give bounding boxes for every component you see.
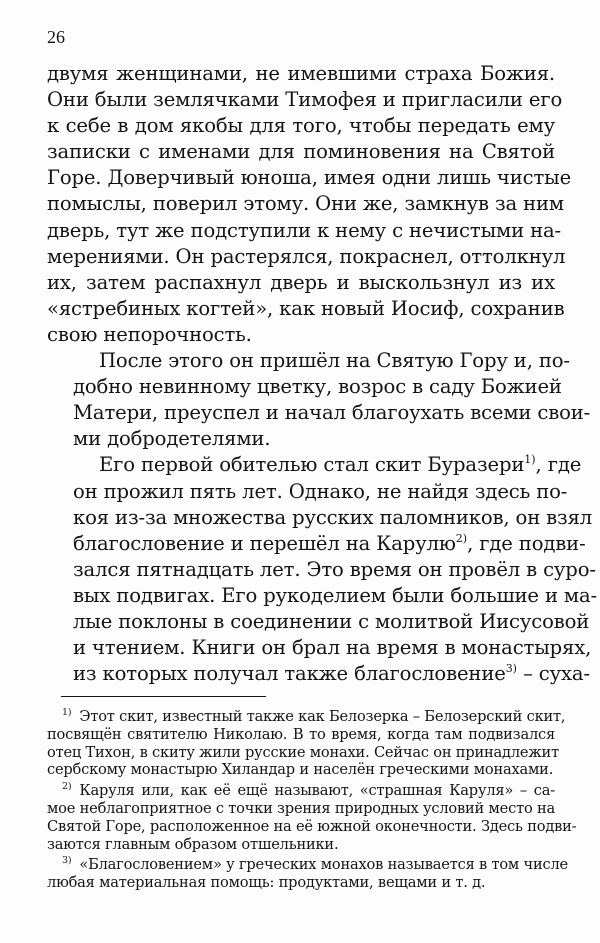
footnote-3 <box>47 855 568 892</box>
text-line: помыслы, поверил этому. Они же, замкнув за ним <box>47 192 565 216</box>
text-line: мерениями. Он растерялся, покраснел, оттолкнул <box>47 244 566 268</box>
footnote-marker: 1) <box>62 707 72 718</box>
text-line: он прожил пять лет. Однако, не найдя здесь по- <box>73 479 568 503</box>
text-line: посвящён святителю Николаю. В то время, когда там подвизался <box>47 725 555 743</box>
text-line: дверь, тут же подступили к нему с нечистыми на- <box>47 218 562 242</box>
text-fragment: – суха- <box>516 662 590 686</box>
paragraph-3 <box>47 452 598 687</box>
text-fragment: Этот скит, известный также как Белозерка – Белозерский скит, <box>79 708 566 725</box>
footnote-marker: 2) <box>62 781 72 793</box>
paragraph-1 <box>47 61 572 348</box>
text-line <box>47 855 568 874</box>
text-line: и чтением. Книги он брал на время в монастырях, <box>73 636 592 660</box>
footnote-ref-3[interactable]: 3) <box>505 662 517 676</box>
text-fragment: благословение и перешёл на Карулю <box>73 531 456 555</box>
footnote-1 <box>47 707 566 779</box>
text-line: сербскому монастырю Хиландар и населён греческими монахами. <box>47 761 554 779</box>
text-line: «ястребиных когтей», как новый Иосиф, сохранив <box>47 296 565 320</box>
text-fragment: «Благословением» у греческих монахов называется в том числе <box>79 856 568 874</box>
footnote-2 <box>47 781 577 853</box>
text-line <box>47 531 586 557</box>
text-line: добно невинному цветку, возрос в саду Божией <box>73 375 562 399</box>
text-line: Горе. Доверчивый юноша, имея одни лишь чистые <box>47 166 572 190</box>
footnote-marker: 3) <box>62 855 72 867</box>
text-line: двумя женщинами, не имевшими страха Божия. <box>47 62 555 85</box>
footnote-ref-1[interactable]: 1) <box>524 453 536 467</box>
text-line: записки с именами для поминовения на Святой <box>47 140 555 164</box>
text-fragment: , где подви- <box>467 531 586 555</box>
text-line: их, затем распахнул дверь и выскользнул из их <box>47 270 555 294</box>
text-line: лые поклоны в соединении с молитвой Иисусовой <box>73 609 590 633</box>
text-line: заются главным образом отшельники. <box>47 835 339 853</box>
text-fragment: из которых получал также благословение <box>73 662 506 686</box>
text-line: к себе в дом якобы для того, чтобы передать ему <box>47 114 555 138</box>
text-line: свою непорочность. <box>47 322 252 346</box>
text-line: зался пятнадцать лет. Это время он провёл в суро- <box>73 557 596 581</box>
text-fragment: Каруля или, как её ещё называют, «страшная Каруля» – са- <box>79 782 555 800</box>
text-line <box>47 452 582 478</box>
main-text <box>47 61 598 687</box>
text-line: ми добродетелями. <box>73 427 271 451</box>
footnotes <box>47 707 577 895</box>
text-line: коя из-за множества русских паломников, он взял <box>73 505 593 529</box>
text-line: После этого он пришёл на Святую Гору и, по- <box>99 349 570 373</box>
text-line <box>47 782 555 800</box>
text-line: любая материальная помощь: продуктами, вещами и т. д. <box>47 874 486 892</box>
text-line: Они были землячками Тимофея и пригласили его <box>47 88 563 112</box>
footnote-separator <box>61 696 266 697</box>
text-line: отец Тихон, в скиту жили русские монахи. Сейчас он принадлежит <box>47 743 559 761</box>
text-line: мое неблагоприятное с точки зрения природных условий место на <box>47 799 556 817</box>
text-line: вых подвигах. Его рукоделием были большие и ма- <box>73 583 598 607</box>
text-line: Святой Горе, расположенное на её южной оконечности. Здесь подви- <box>47 817 577 835</box>
text-line <box>47 661 590 687</box>
text-fragment: Его первой обителью стал скит Буразери <box>99 453 525 477</box>
paragraph-2 <box>47 348 591 452</box>
text-fragment: , где <box>535 453 582 477</box>
text-line: Матери, преуспел и начал благоухать всеми свои- <box>73 401 591 425</box>
page-number: 26 <box>47 27 65 47</box>
footnote-ref-2[interactable]: 2) <box>455 531 468 545</box>
text-line <box>47 707 566 726</box>
